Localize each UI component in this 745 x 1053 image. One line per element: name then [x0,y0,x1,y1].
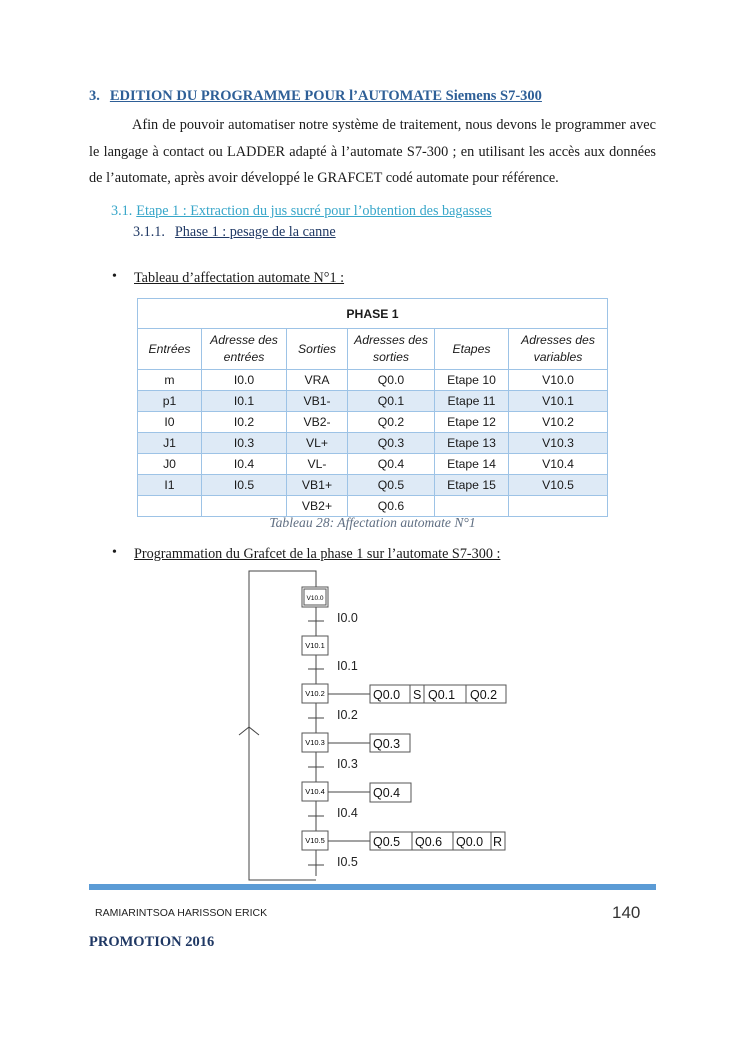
bullet-text: Tableau d’affectation automate N°1 : [134,270,345,286]
step [302,733,328,752]
transition-label: I0.2 [337,708,358,722]
table-cell: m [138,370,202,391]
transition-label: I0.5 [337,855,358,869]
action-label: R [493,835,503,849]
table-cell: I0.0 [202,370,287,391]
action-label: Q0.6 [415,835,443,849]
step [302,684,328,703]
table-header: Entrées [138,329,202,370]
table-cell: Q0.4 [348,454,435,475]
transition-label: I0.1 [337,659,358,673]
intro-paragraph: Afin de pouvoir automatiser notre système de traitement, nous devons le programmer avec le langage à contact ou LADDER adapté à l’automate S7-300 ; en utilisant les accès aux données de l’automate, après avoir développé le GRAFCET codé automate pour référence. [89,117,656,186]
bullet-icon: • [112,269,117,284]
step-label: V10.2 [305,689,325,698]
table-header: Adresse des entrées [202,329,287,370]
table-cell: Q0.1 [348,391,435,412]
table-cell: Q0.6 [348,496,435,517]
table-cell: J1 [138,433,202,454]
table-cell: V10.5 [509,475,608,496]
table-cell: V10.4 [509,454,608,475]
action-label: Q0.0 [373,688,401,702]
table-cell: p1 [138,391,202,412]
section-number: 3. [89,88,100,104]
page-number: 140 [612,903,641,922]
table-cell: J0 [138,454,202,475]
table-cell: Etape 12 [435,412,509,433]
table-cell: Etape 11 [435,391,509,412]
step [302,587,328,607]
transition-label: I0.3 [337,757,358,771]
transition-label: I0.4 [337,806,358,820]
table-cell: VB2- [287,412,348,433]
table-cell: Q0.5 [348,475,435,496]
table-cell: I0.3 [202,433,287,454]
table-cell: Etape 14 [435,454,509,475]
section-title: Etape 1 : Extraction du jus sucré pour l’obtention des bagasses [136,203,492,219]
table-header: Adresses des sorties [348,329,435,370]
table-header: Sorties [287,329,348,370]
table-cell: Etape 10 [435,370,509,391]
step [302,782,328,801]
table-cell: VB1+ [287,475,348,496]
section-number: 3.1. [111,203,133,219]
step [302,831,328,850]
table-header: Adresses des variables [509,329,608,370]
table-cell: V10.0 [509,370,608,391]
footer-rule [89,884,656,890]
table-cell: Q0.0 [348,370,435,391]
bullet-text: Programmation du Grafcet de la phase 1 sur l’automate S7-300 : [134,546,501,562]
table-cell: I1 [138,475,202,496]
table-cell: V10.1 [509,391,608,412]
table-cell: VL- [287,454,348,475]
step-label: V10.1 [305,641,325,650]
table-title: PHASE 1 [138,299,608,329]
action-label: Q0.3 [373,737,401,751]
table-cell: V10.2 [509,412,608,433]
step-label: V10.5 [305,836,325,845]
section-number: 3.1.1. [133,224,165,240]
footer-promotion: PROMOTION 2016 [89,934,215,950]
table-cell: I0.2 [202,412,287,433]
action-label: Q0.1 [428,688,456,702]
table-cell: I0 [138,412,202,433]
table-cell: I0.4 [202,454,287,475]
table-cell: Etape 13 [435,433,509,454]
table-cell: VL+ [287,433,348,454]
table-cell: I0.5 [202,475,287,496]
step [302,636,328,655]
bullet-icon: • [112,545,117,560]
action-label: Q0.0 [456,835,484,849]
transition-label: I0.0 [337,611,358,625]
table-cell: V10.3 [509,433,608,454]
section-title: EDITION DU PROGRAMME POUR l’AUTOMATE Siemens S7-300 [109,88,542,104]
table-cell: Etape 15 [435,475,509,496]
table-cell: Q0.3 [348,433,435,454]
table-header: Etapes [435,329,509,370]
table-cell: I0.1 [202,391,287,412]
action-label: Q0.5 [373,835,401,849]
action-label: Q0.4 [373,786,401,800]
table-caption: Tableau 28: Affectation automate N°1 [269,515,476,530]
action-label: Q0.2 [470,688,498,702]
step-label: V10.3 [305,738,325,747]
table-cell: Q0.2 [348,412,435,433]
section-title: Phase 1 : pesage de la canne [174,224,336,240]
step-label: V10.0 [306,595,324,602]
footer-author: RAMIARINTSOA HARISSON ERICK [95,907,268,919]
table-cell: VB1- [287,391,348,412]
step-label: V10.4 [305,787,325,796]
action-label: S [413,688,422,702]
table-cell: VB2+ [287,496,348,517]
table-cell: VRA [287,370,348,391]
